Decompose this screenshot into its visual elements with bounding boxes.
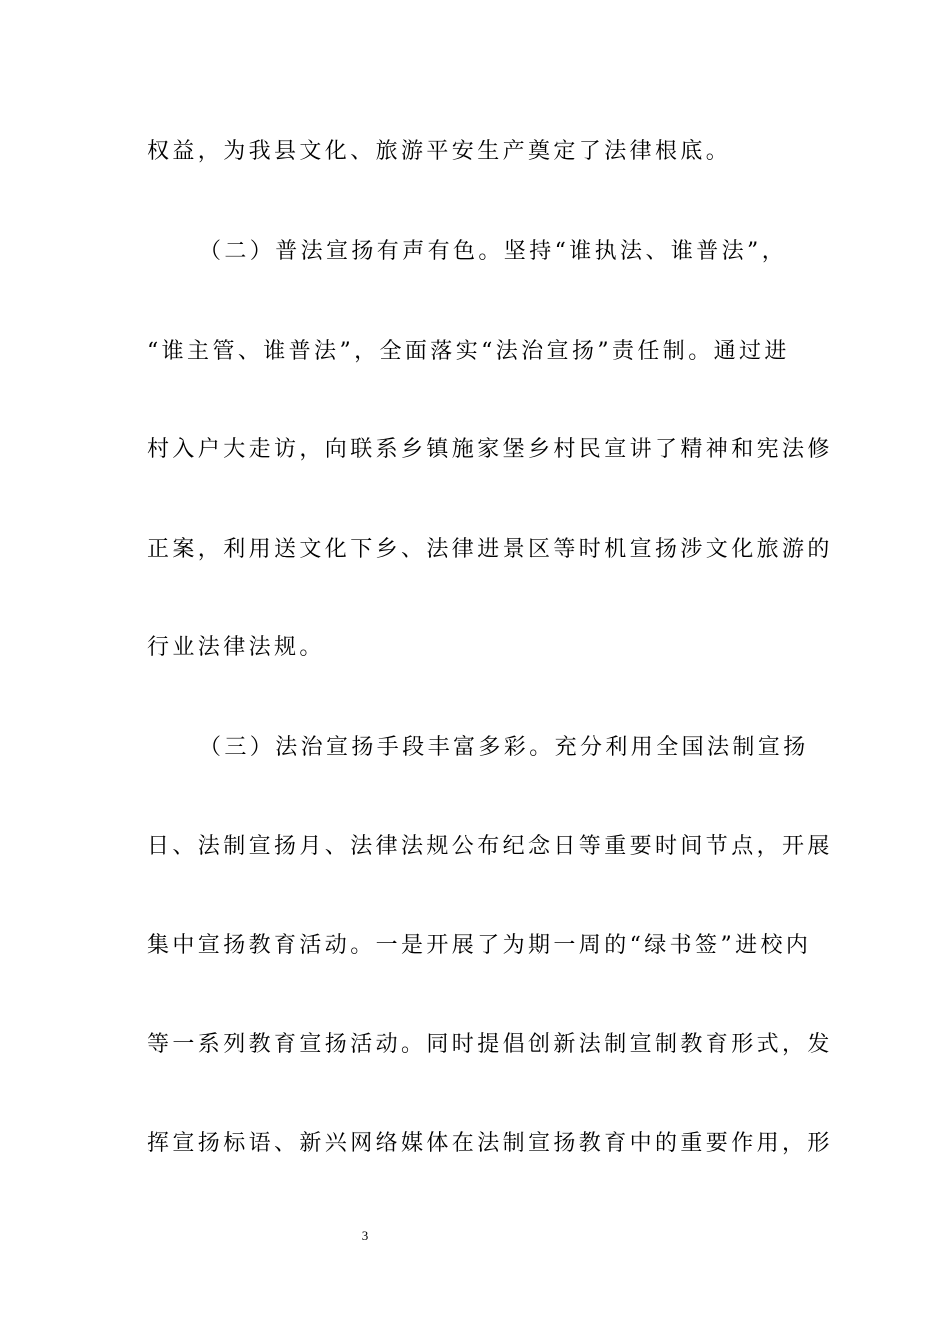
text-line-3: “谁主管、谁普法”，全面落实“法治宣扬”责任制。通过进 (147, 339, 790, 364)
text-line-8: 日、法制宣扬月、法律法规公布纪念日等重要时间节点，开展 (147, 834, 833, 859)
text-line-1: 权益，为我县文化、旅游平安生产奠定了法律根底。 (147, 139, 732, 164)
text-line-7: （三）法治宣扬手段丰富多彩。充分利用全国法制宣扬 (199, 735, 809, 760)
text-line-4: 村入户大走访，向联系乡镇施家堡乡村民宣讲了精神和宪法修 (147, 437, 833, 462)
text-line-2: （二）普法宣扬有声有色。坚持“谁执法、谁普法”， (199, 239, 788, 264)
text-line-5: 正案，利用送文化下乡、法律进景区等时机宣扬涉文化旅游的 (147, 537, 833, 562)
text-line-6: 行业法律法规。 (147, 635, 325, 660)
page-number: 3 (361, 1228, 369, 1243)
text-line-9: 集中宣扬教育活动。一是开展了为期一周的“绿书签”进校内 (147, 933, 812, 958)
text-line-10: 等一系列教育宣扬活动。同时提倡创新法制宣制教育形式，发 (147, 1032, 833, 1057)
text-line-11: 挥宣扬标语、新兴网络媒体在法制宣扬教育中的重要作用，形 (147, 1131, 833, 1156)
